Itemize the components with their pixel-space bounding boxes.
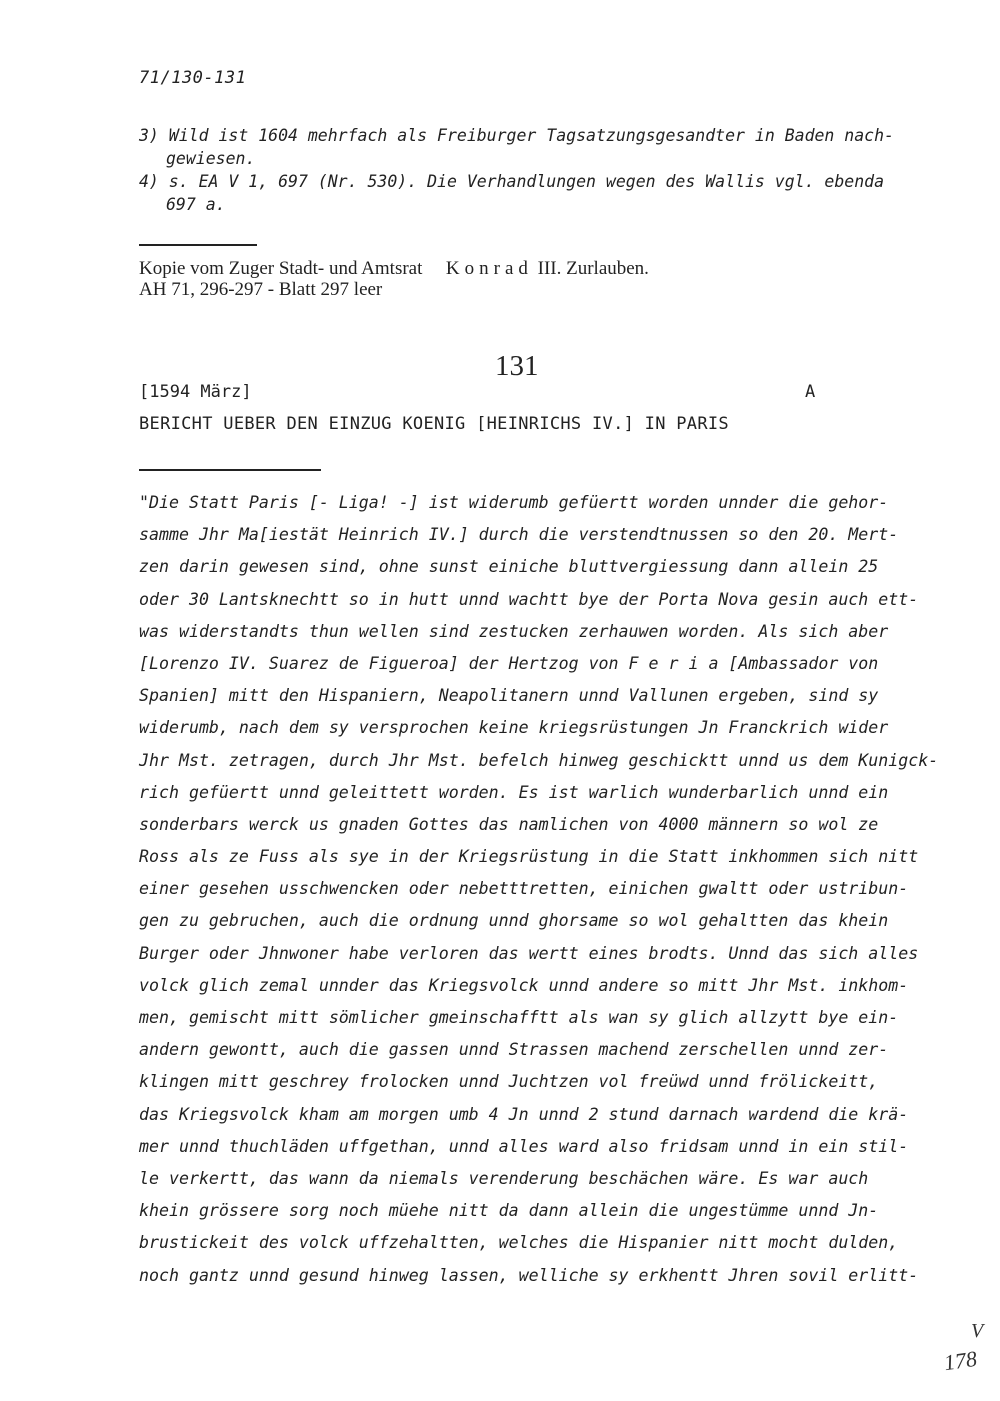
section-divider <box>139 469 321 471</box>
text-line: Burger oder Jhnwoner habe verloren das wertt eines brodts. Unnd das sich alles <box>139 943 919 963</box>
text-line: einer gesehen usschwencken oder nebetttretten, einichen gwaltt oder ustribun- <box>139 879 909 899</box>
footnote-4 <box>139 170 884 216</box>
folio-number: 178 <box>942 1345 979 1376</box>
text-line: rich gefüertt unnd geleittett worden. Es ist warlich wunderbarlich unnd ein <box>139 782 889 802</box>
text-line: andern gewontt, auch die gassen unnd Strassen machend zerschellen unnd zer- <box>139 1040 889 1060</box>
source-location: AH 71, 296-297 - Blatt 297 leer <box>139 279 383 300</box>
page-reference: 71/130-131 <box>139 68 247 88</box>
text-line: Spanien] mitt den Hispaniern, Neapolitanern unnd Vallunen ergeben, sind sy <box>139 686 879 706</box>
source-note <box>139 257 649 280</box>
text-line: Jhr Mst. zetragen, durch Jhr Mst. befelch hinweg geschicktt unnd us dem Kunigck- <box>139 750 939 770</box>
text-line: men, gemischt mitt sömlicher gmeinschafftt als wan sy glich allzytt bye ein- <box>139 1008 899 1027</box>
document-date: [1594 März] <box>139 382 252 402</box>
footnote-3 <box>139 124 894 170</box>
text-line: zen darin gewesen sind, ohne sunst einiche bluttvergiessung dann allein 25 <box>139 557 879 577</box>
source-text: Kopie vom Zuger Stadt- und Amtsrat <box>139 258 423 279</box>
text-line: khein grössere sorg noch müehe nitt da dann allein die ungestümme unnd Jn- <box>139 1201 879 1221</box>
footnote-line: 697 a. <box>166 195 226 214</box>
text-line: le verkertt, das wann da niemals verenderung beschächen wäre. Es war auch <box>139 1168 869 1188</box>
footnote-line: 3) Wild ist 1604 mehrfach als Freiburger Tagsatzungsgesandter in Baden nach- <box>139 126 894 145</box>
source-text: III. Zurlauben. <box>537 258 649 279</box>
section-divider <box>139 244 257 246</box>
text-line: mer unnd thuchläden uffgethan, unnd alles ward also fridsam unnd in ein stil- <box>139 1136 909 1156</box>
document-version: A <box>805 382 816 402</box>
text-line: samme Jhr Ma[iestät Heinrich IV.] durch die verstendtnussen so den 20. Mert- <box>139 525 899 545</box>
footnote-line: gewiesen. <box>166 149 256 168</box>
text-line: widerumb, nach dem sy versprochen keine kriegsrüstungen Jn Franckrich wider <box>139 718 889 738</box>
text-line: das Kriegsvolck kham am morgen umb 4 Jn unnd 2 stund darnach wardend die krä- <box>139 1104 909 1124</box>
text-line: was widerstandts thun wellen sind zestucken zerhauwen worden. Als sich aber <box>139 621 889 641</box>
document-title: BERICHT UEBER DEN EINZUG KOENIG [HEINRICHS IV.] IN PARIS <box>139 414 729 434</box>
check-mark: V <box>971 1320 984 1342</box>
transcription-body <box>139 487 939 1292</box>
text-line: oder 30 Lantsknechtt so in hutt unnd wachtt bye der Porta Nova gesin auch ett- <box>139 589 919 609</box>
text-line: Ross als ze Fuss als sye in der Kriegsrüstung in die Statt inkhommen sich nitt <box>139 847 919 867</box>
text-line: "Die Statt Paris [- Liga! -] ist widerumb gefüertt worden unnder die gehor- <box>139 493 889 512</box>
source-person-name: Konrad <box>445 258 533 279</box>
text-line: sonderbars werck us gnaden Gottes das namlichen von 4000 männern so wol ze <box>139 814 879 834</box>
footnote-line: 4) s. EA V 1, 697 (Nr. 530). Die Verhandlungen wegen des Wallis vgl. ebenda <box>139 172 885 191</box>
document-number: 131 <box>495 350 539 382</box>
text-line: noch gantz unnd gesund hinweg lassen, welliche sy erkhentt Jhren sovil erlitt- <box>139 1265 919 1285</box>
text-line: klingen mitt geschrey frolocken unnd Juchtzen vol freüwd unnd frölickeitt, <box>139 1072 879 1092</box>
text-line: gen zu gebruchen, auch die ordnung unnd ghorsame so wol gehaltten das khein <box>139 911 889 931</box>
text-line: [Lorenzo IV. Suarez de Figueroa] der Hertzog von F e r i a [Ambassador von <box>139 653 879 673</box>
text-line: volck glich zemal unnder das Kriegsvolck unnd andere so mitt Jhr Mst. inkhom- <box>139 975 909 995</box>
text-line: brustickeit des volck uffzehaltten, welches die Hispanier nitt mocht dulden, <box>139 1233 899 1253</box>
